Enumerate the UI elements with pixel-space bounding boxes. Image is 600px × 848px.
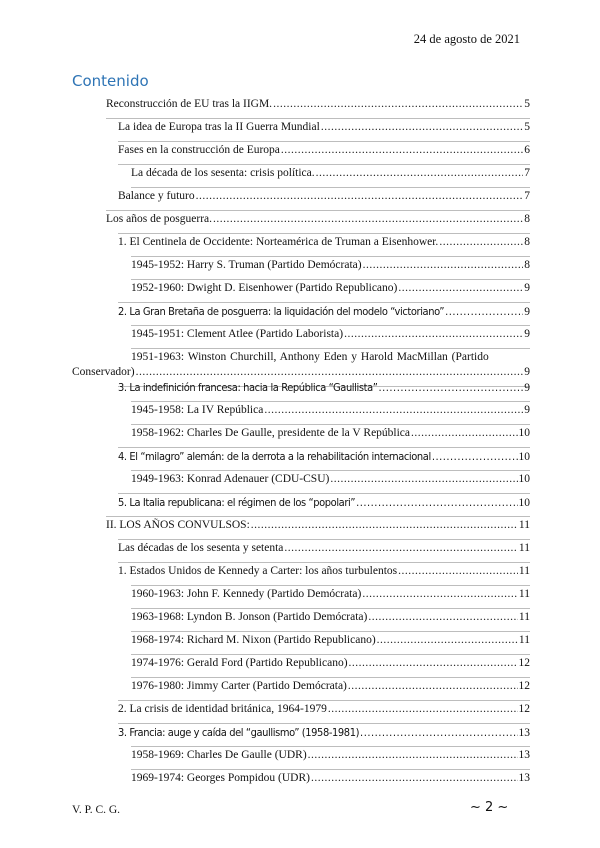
footer-author: V. P. C. G. (72, 804, 121, 816)
toc-entry[interactable] (118, 726, 530, 739)
toc-entry-title: 1969-1974: Georges Pompidou (UDR) (131, 772, 310, 784)
toc-entry-page: 12 (518, 657, 530, 669)
toc-entry[interactable] (106, 98, 530, 110)
toc-entry-page: 11 (518, 519, 530, 531)
toc-entry-title: 1945-1958: La IV República (131, 404, 264, 416)
toc-leader (398, 565, 518, 577)
toc-leader (439, 236, 523, 248)
toc-separator (131, 608, 530, 609)
toc-leader (308, 749, 518, 761)
toc-entry[interactable] (131, 328, 530, 340)
toc-entry-page: 9 (524, 282, 530, 294)
toc-entry-page: 13 (518, 772, 530, 784)
toc-leader (432, 450, 518, 463)
toc-entry-title: 2. La Gran Bretaña de posguerra: la liquidación del modelo “victoriano” (118, 305, 445, 318)
toc-entry[interactable] (131, 427, 530, 439)
toc-separator (131, 256, 530, 257)
toc-leader (284, 542, 518, 554)
toc-entry-title: 1963-1968: Lyndon B. Jonson (Partido Demócrata) (131, 611, 368, 623)
toc-entry[interactable] (131, 749, 530, 761)
toc-entry[interactable] (118, 144, 530, 156)
toc-entry[interactable] (131, 167, 530, 179)
toc-entry[interactable] (131, 282, 530, 294)
toc-entry-title: 1958-1969: Charles De Gaulle (UDR) (131, 749, 307, 761)
toc-entry-title: 1974-1976: Gerald Ford (Partido Republicano) (131, 657, 348, 669)
toc-entry-page: 12 (518, 680, 530, 692)
toc-entry[interactable] (118, 542, 530, 554)
toc-entry-title: Reconstrucción de EU tras la IIGM. (106, 98, 273, 110)
toc-separator (131, 746, 530, 747)
toc-leader (196, 190, 524, 202)
toc-entry-page: 11 (518, 565, 530, 577)
toc-entry-page: 9 (524, 404, 530, 416)
toc-entry-title: Balance y futuro (118, 190, 195, 202)
toc-entry[interactable] (131, 404, 530, 416)
toc-leader (136, 366, 524, 378)
toc-entry-title: 4. El “milagro” alemán: de la derrota a la rehabilitación internacional (118, 450, 431, 463)
toc-separator (118, 447, 530, 448)
toc-leader (311, 772, 518, 784)
page-date: 24 de agosto de 2021 (413, 32, 520, 46)
toc-entry-page: 5 (524, 121, 530, 133)
toc-entry[interactable] (131, 611, 530, 623)
toc-entry-title: Los años de posguerra. (106, 213, 213, 225)
toc-entry-page: 11 (518, 611, 530, 623)
toc-entry-title: 1968-1974: Richard M. Nixon (Partido Republicano) (131, 634, 376, 646)
toc-leader (328, 703, 518, 715)
toc-separator (131, 401, 530, 402)
toc-separator (131, 654, 530, 655)
toc-leader (363, 259, 524, 271)
toc-entry[interactable] (131, 259, 530, 271)
toc-entry-title: 2. La crisis de identidad británica, 1964-1979 (118, 703, 327, 715)
toc-entry-page: 5 (524, 98, 530, 110)
toc-leader (368, 611, 518, 623)
toc-entry-page: 9 (524, 328, 530, 340)
toc-entry[interactable] (72, 366, 530, 378)
footer-page-number: ~ 2 ~ (470, 800, 509, 815)
toc-separator (106, 210, 530, 211)
toc-entry-title: 1976-1980: Jimmy Carter (Partido Demócrata) (131, 680, 347, 692)
toc-entry-page: 8 (524, 213, 530, 225)
toc-separator (106, 516, 530, 517)
toc-entry-title: 1. Estados Unidos de Kennedy a Carter: los años turbulentos (118, 565, 398, 577)
toc-separator (118, 539, 530, 540)
toc-separator (118, 700, 530, 701)
toc-entry[interactable] (131, 680, 530, 692)
toc-entry-page: 12 (518, 703, 530, 715)
toc-entry-page: 13 (518, 749, 530, 761)
toc-leader (362, 588, 518, 600)
toc-leader (251, 519, 518, 531)
toc-entry-title: 1949-1963: Konrad Adenauer (CDU-CSU) (131, 473, 330, 485)
toc-entry-title: La década de los sesenta: crisis política. (131, 167, 315, 179)
toc-leader (360, 726, 517, 739)
toc-leader (281, 144, 523, 156)
toc-entry[interactable] (118, 190, 530, 202)
toc-entry-title: 3. La indefinición francesa: hacia la República “Gaullista” (118, 381, 378, 394)
toc-entry-title: Las décadas de los sesenta y setenta (118, 542, 284, 554)
toc-leader (445, 305, 523, 318)
toc-heading: Contenido (72, 72, 149, 90)
toc-entry-page: 7 (524, 190, 530, 202)
toc-entry-page: 11 (518, 588, 530, 600)
toc-entry[interactable] (118, 703, 530, 715)
toc-separator (131, 585, 530, 586)
toc-entry-title: 1960-1963: John F. Kennedy (Partido Demócrata) (131, 588, 362, 600)
toc-separator (118, 723, 530, 724)
toc-leader (264, 404, 523, 416)
toc-leader (330, 473, 517, 485)
toc-separator (118, 164, 530, 165)
toc-separator (131, 424, 530, 425)
toc-separator (118, 493, 530, 494)
toc-entry[interactable] (118, 496, 530, 509)
toc-leader (411, 427, 517, 439)
toc-separator (131, 769, 530, 770)
toc-entry-title: 1945-1952: Harry S. Truman (Partido Demócrata) (131, 259, 362, 271)
toc-entry[interactable] (131, 588, 530, 600)
toc-entry[interactable] (118, 305, 530, 318)
toc-entry-title: 1958-1962: Charles De Gaulle, presidente de la V República (131, 427, 411, 439)
toc-entry[interactable] (131, 657, 530, 669)
toc-entry-title: 1. El Centinela de Occidente: Norteamérica de Truman a Eisenhower. (118, 236, 439, 248)
toc-entry[interactable] (106, 519, 530, 531)
toc-entry-page: 10 (518, 473, 530, 485)
toc-entry-page: 7 (524, 167, 530, 179)
toc-entry[interactable] (118, 236, 530, 248)
toc-entry-page: 13 (518, 727, 530, 739)
toc-separator (118, 141, 530, 142)
toc-entry[interactable] (118, 121, 530, 133)
toc-entry[interactable] (106, 213, 530, 225)
toc-leader (344, 328, 523, 340)
toc-entry-page: 9 (524, 366, 530, 378)
toc-leader (321, 121, 523, 133)
toc-entry[interactable] (131, 772, 530, 784)
toc-entry-title: 1952-1960: Dwight D. Eisenhower (Partido Republicano) (131, 282, 398, 294)
toc-entry-title: Conservador) (72, 366, 135, 378)
toc-entry-title: La idea de Europa tras la II Guerra Mundial (118, 121, 320, 133)
toc-separator (131, 325, 530, 326)
toc-entry-page: 10 (518, 451, 530, 463)
toc-entry[interactable] (131, 634, 530, 646)
toc-separator (131, 279, 530, 280)
toc-leader (348, 680, 518, 692)
toc-entry-title: 5. La Italia republicana: el régimen de los “popolari” (118, 496, 356, 509)
toc-entry-title: 3. Francia: auge y caída del “gaullismo” (1958-1981) (118, 726, 360, 739)
toc-separator (106, 118, 530, 119)
toc-leader (398, 282, 523, 294)
toc-entry-page: 9 (524, 382, 530, 394)
toc-separator (131, 677, 530, 678)
toc-leader (273, 98, 523, 110)
toc-entry[interactable] (118, 381, 530, 394)
toc-entry-title: II. LOS AÑOS CONVULSOS: (106, 519, 250, 531)
toc-separator (131, 631, 530, 632)
toc-separator (118, 302, 530, 303)
toc-entry[interactable] (131, 473, 530, 485)
toc-entry-page: 10 (518, 427, 530, 439)
toc-entry-page: 11 (518, 542, 530, 554)
toc-entry-page: 10 (518, 497, 530, 509)
toc-separator (118, 562, 530, 563)
toc-leader (316, 167, 524, 179)
toc-entry-page: 11 (518, 634, 530, 646)
toc-separator (118, 233, 530, 234)
toc-separator (131, 348, 530, 349)
toc-leader (378, 381, 523, 394)
toc-entry-page: 6 (524, 144, 530, 156)
toc-entry-title-line1: 1951-1963: Winston Churchill, Anthony Eden y Harold MacMillan (Partido (131, 351, 489, 363)
toc-leader (377, 634, 518, 646)
toc-leader (349, 657, 518, 669)
toc-separator (131, 470, 530, 471)
toc-leader (356, 496, 517, 509)
toc-entry-page: 8 (524, 236, 530, 248)
toc-entry[interactable] (118, 565, 530, 577)
toc-entry-page: 8 (524, 259, 530, 271)
toc-entry-title: Fases en la construcción de Europa (118, 144, 280, 156)
toc-entry-page: 9 (524, 306, 530, 318)
toc-entry-title: 1945-1951: Clement Atlee (Partido Laborista) (131, 328, 344, 340)
toc-separator (131, 187, 530, 188)
toc-leader (213, 213, 523, 225)
toc-entry[interactable] (118, 450, 530, 463)
